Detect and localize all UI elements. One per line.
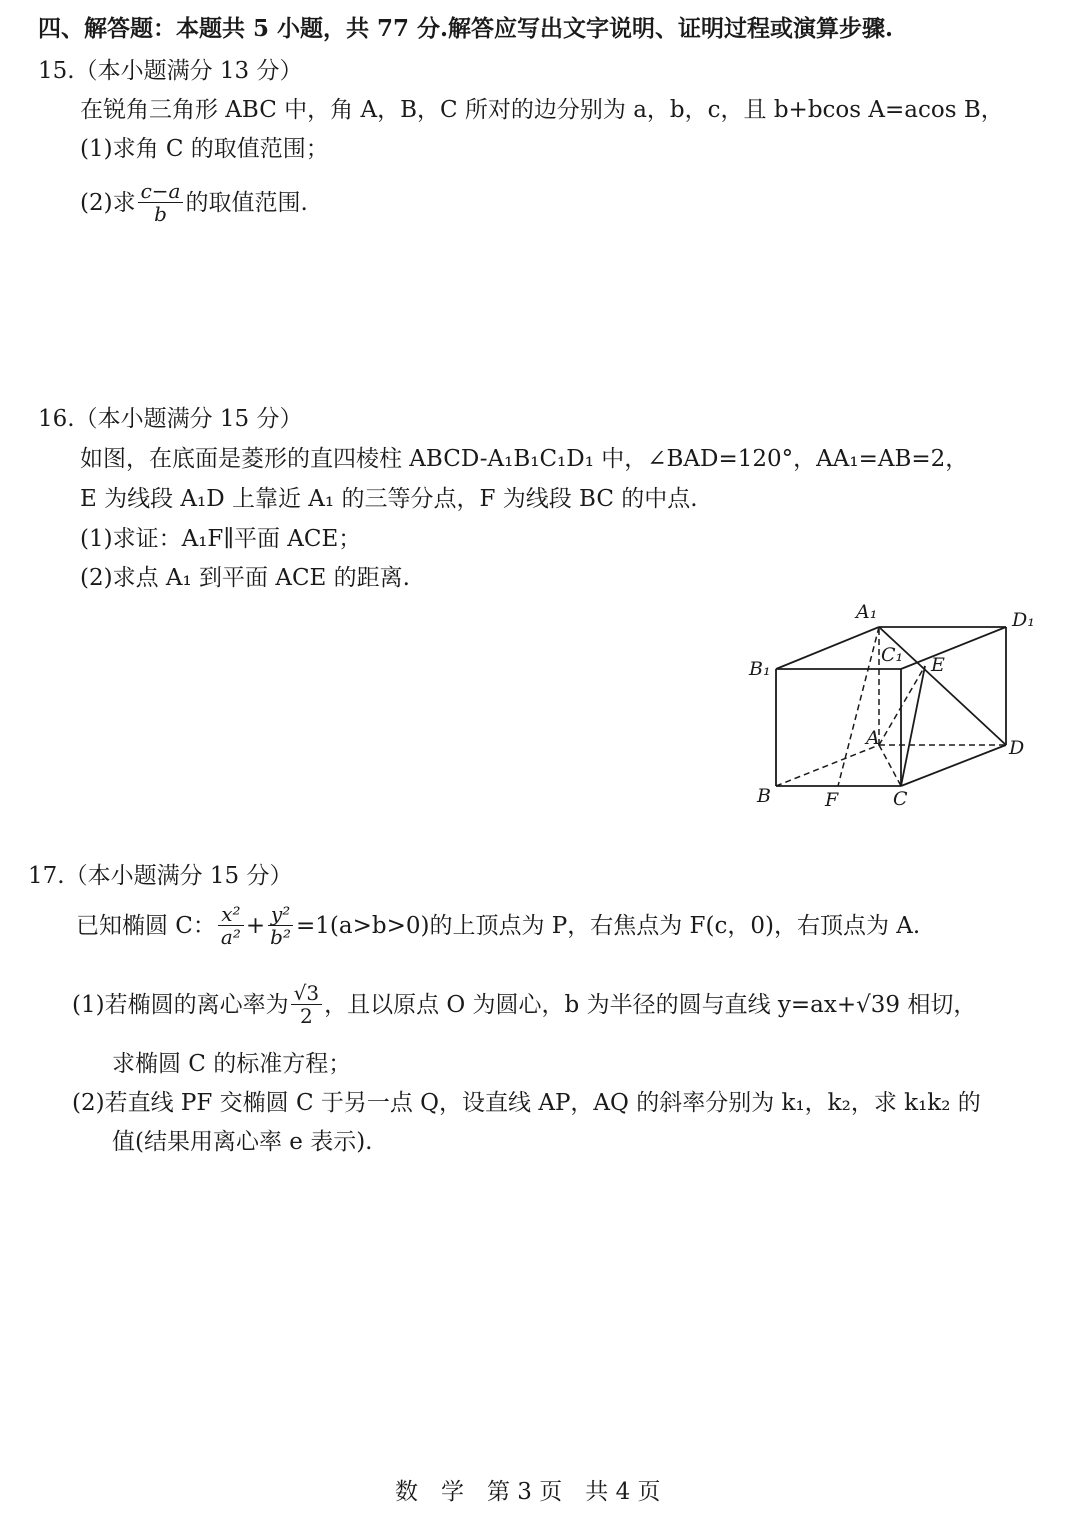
q17-eccentricity-numerator: √3 xyxy=(291,982,322,1005)
q17-number: 17.（本小题满分 15 分） xyxy=(28,863,293,889)
section-heading: 四、解答题：本题共 5 小题，共 77 分.解答应写出文字说明、证明过程或演算步骤. xyxy=(38,15,894,42)
q17-fraction-y xyxy=(267,903,294,948)
segment-A1-F xyxy=(838,627,879,786)
edge-B-A xyxy=(776,745,879,786)
label-A1: A₁ xyxy=(856,601,878,623)
q16-stem-line1: 如图，在底面是菱形的直四棱柱 ABCD-A₁B₁C₁D₁ 中，∠BAD=120°，AA₁=AB=2， xyxy=(80,446,969,472)
q17-fraction-y-numerator: y² xyxy=(268,903,293,926)
segment-A-E xyxy=(879,666,925,745)
q15-fraction xyxy=(138,180,184,225)
segment-A-C xyxy=(879,745,901,786)
q17-fraction-x-denominator: a² xyxy=(220,925,241,949)
prism-figure xyxy=(740,598,1050,816)
label-C1: C₁ xyxy=(881,644,904,666)
q17-eccentricity-fraction xyxy=(291,982,322,1027)
q17-part1 xyxy=(72,982,976,1027)
q17-stem xyxy=(76,903,920,948)
q17-part2-line1: (2)若直线 PF 交椭圆 C 于另一点 Q，设直线 AP，AQ 的斜率分别为 k₁，k₂，求 k₁k₂ 的 xyxy=(72,1090,981,1116)
label-F: F xyxy=(825,789,839,811)
q17-stem-suffix: =1(a>b>0)的上顶点为 P，右焦点为 F(c，0)，右顶点为 A. xyxy=(295,912,921,939)
page-footer: 数 学 第 3 页 共 4 页 xyxy=(395,1479,661,1505)
q17-fraction-x-numerator: x² xyxy=(218,903,243,926)
label-B: B xyxy=(757,785,771,807)
q16-stem-line2: E 为线段 A₁D 上靠近 A₁ 的三等分点，F 为线段 BC 的中点. xyxy=(80,486,698,512)
q15-part2-prefix: (2)求 xyxy=(80,189,136,216)
q17-part1-suffix: ，且以原点 O 为圆心，b 为半径的圆与直线 y=ax+√39 相切， xyxy=(324,991,977,1018)
q17-fraction-y-denominator: b² xyxy=(270,925,291,949)
q17-part1-prefix: (1)若椭圆的离心率为 xyxy=(72,991,289,1018)
label-B1: B₁ xyxy=(749,658,771,680)
q15-part2-suffix: 的取值范围. xyxy=(185,189,308,216)
q15-number: 15.（本小题满分 13 分） xyxy=(38,58,303,84)
q15-part1: (1)求角 C 的取值范围； xyxy=(80,136,329,162)
edge-B1-A1 xyxy=(776,627,879,669)
q16-number: 16.（本小题满分 15 分） xyxy=(38,406,303,432)
q17-eccentricity-denominator: 2 xyxy=(299,1004,313,1028)
q17-plus: + xyxy=(245,912,266,939)
q17-part2-line2: 值(结果用离心率 e 表示). xyxy=(112,1129,373,1155)
label-A: A xyxy=(866,727,880,749)
q15-part2 xyxy=(80,180,308,225)
label-D1: D₁ xyxy=(1012,609,1035,631)
label-E: E xyxy=(931,654,945,676)
label-D: D xyxy=(1009,737,1025,759)
label-C: C xyxy=(893,788,908,810)
q17-part1-line2: 求椭圆 C 的标准方程； xyxy=(112,1051,352,1077)
edge-C-D xyxy=(901,745,1006,786)
q16-part1: (1)求证：A₁F∥平面 ACE； xyxy=(80,526,362,552)
q15-stem: 在锐角三角形 ABC 中，角 A，B，C 所对的边分别为 a，b，c，且 b+bcos A=acos B， xyxy=(80,97,1004,123)
q15-fraction-denominator: b xyxy=(154,202,167,226)
segment-C-E xyxy=(901,666,925,786)
q17-fraction-x xyxy=(218,903,244,948)
q16-part2: (2)求点 A₁ 到平面 ACE 的距离. xyxy=(80,565,410,591)
q15-fraction-numerator: c−a xyxy=(138,180,184,203)
q17-stem-prefix: 已知椭圆 C： xyxy=(76,912,216,939)
